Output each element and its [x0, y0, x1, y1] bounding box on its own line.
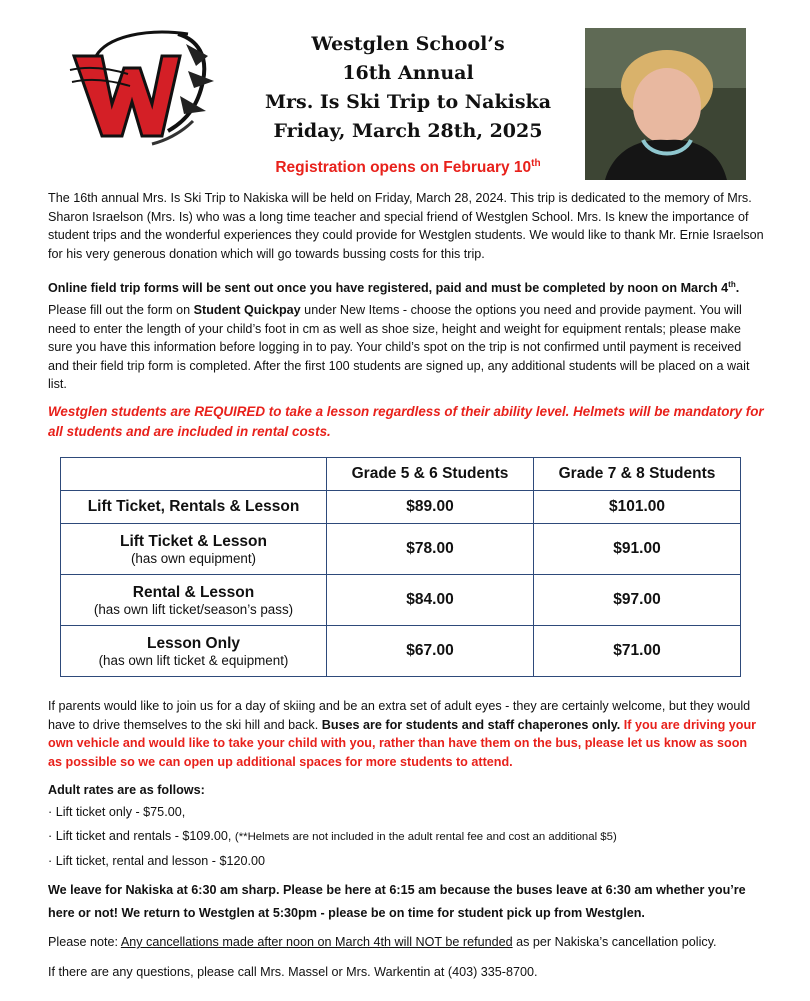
table-row [61, 626, 741, 677]
trip-date: Friday, March 28th, 2025 [273, 120, 543, 142]
table-header-row [61, 458, 741, 491]
table-row [61, 524, 741, 575]
header-grade-5-6: Grade 5 & 6 Students [327, 458, 534, 491]
row-label-cell: Rental & Lesson (has own lift ticket/season’s pass) [61, 575, 327, 626]
contact-line: If there are any questions, please call Mrs. Massel or Mrs. Warkentin at (403) 335-8700. [48, 965, 538, 979]
adult-rates-list [48, 800, 617, 873]
parents-paragraph: If parents would like to join us for a day of skiing and be an extra set of adult eyes - they are certainly welcome, but they would have to drive themselves to the ski hill and back. Buses are for students and staff chaperones only. If you are driving your own vehicle and would like to take your child with you, rather than have them on the bus, please let us know as soon as possible so we can open up additional spaces for more students to attend. [48, 699, 757, 769]
list-item: · Lift ticket and rentals - $109.00, (**Helmets are not included in the adult rental fee and cost an additional $5) [48, 829, 617, 843]
row-label-cell: Lift Ticket & Lesson (has own equipment) [61, 524, 327, 575]
departure-notice: We leave for Nakiska at 6:30 am sharp. Please be here at 6:15 am because the buses leave at 6:30 am whether you’re here or not! We return to Westglen at 5:30pm - please be on time for student pick up from Westglen. [48, 883, 746, 920]
table-row [61, 491, 741, 524]
price-grade-5-6: $78.00 [327, 524, 534, 575]
adult-rates-heading: Adult rates are as follows: [48, 783, 205, 797]
price-grade-7-8: $101.00 [534, 491, 741, 524]
price-grade-7-8: $97.00 [534, 575, 741, 626]
price-table [60, 457, 741, 677]
trip-title: Mrs. Is Ski Trip to Nakiska [264, 91, 552, 113]
registration-notice: Registration opens on February 10th [275, 158, 541, 177]
header-blank [61, 458, 327, 491]
quickpay-label: Student Quickpay [193, 303, 301, 317]
price-grade-5-6: $67.00 [327, 626, 534, 677]
westglen-logo [68, 26, 218, 148]
cancellation-notice: Please note: Any cancellations made after noon on March 4th will NOT be refunded as per Nakiska’s cancellation policy. [48, 935, 717, 949]
title-block [240, 30, 576, 177]
price-grade-5-6: $84.00 [327, 575, 534, 626]
list-item: · Lift ticket only - $75.00, [48, 805, 186, 819]
table-row [61, 575, 741, 626]
portrait-photo [585, 28, 746, 180]
row-label-cell: Lift Ticket, Rentals & Lesson [61, 491, 327, 524]
header-grade-7-8: Grade 7 & 8 Students [534, 458, 741, 491]
annual-label: 16th Annual [342, 62, 474, 84]
price-grade-7-8: $71.00 [534, 626, 741, 677]
lesson-warning: Westglen students are REQUIRED to take a lesson regardless of their ability level. Helmets will be mandatory for all students and are included in rental costs. [48, 404, 764, 439]
forms-heading: Online field trip forms will be sent out once you have registered, paid and must be completed by noon on March 4th. [48, 280, 740, 296]
price-grade-7-8: $91.00 [534, 524, 741, 575]
intro-paragraph: The 16th annual Mrs. Is Ski Trip to Nakiska will be held on Friday, March 28, 2024. This trip is dedicated to the memory of Mrs. Sharon Israelson (Mrs. Is) who was a long time teacher and special friend of Westglen School. Mrs. Is knew the importance of student trips and the wonderful experiences they could provide for Westglen students. We would like to thank Mr. Ernie Israelson for his very generous donation which will go towards bussing costs for this trip. [48, 191, 764, 261]
school-name: Westglen School’s [311, 33, 505, 55]
price-grade-5-6: $89.00 [327, 491, 534, 524]
forms-instructions: Please fill out the form on Student Quickpay under New Items - choose the options you need and provide payment. You will need to enter the length of your child’s foot in cm as well as shoe size, height and weight for equipment rentals; please make sure you have this information before logging in to pay. Your child’s spot on the trip is not confirmed until payment is received and their field trip form is completed. After the first 100 students are signed up, any additional students will be placed on a wait list. [48, 303, 750, 392]
list-item: · Lift ticket, rental and lesson - $120.00 [48, 854, 266, 868]
row-label-cell: Lesson Only (has own lift ticket & equipment) [61, 626, 327, 677]
